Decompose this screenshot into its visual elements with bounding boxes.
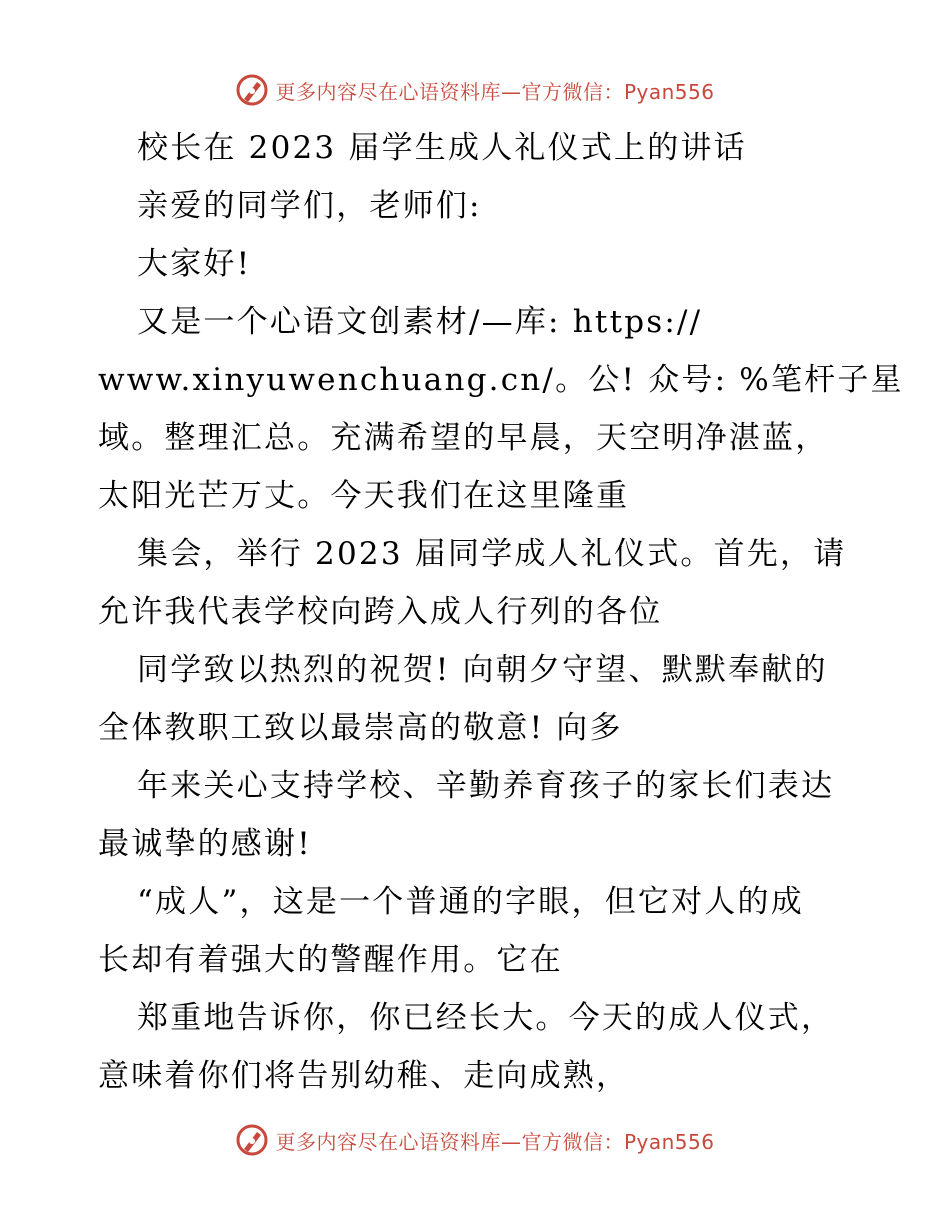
document-line: 意味着你们将告别幼稚、走向成熟， (98, 1058, 630, 1094)
document-line: www.xinyuwenchuang.cn/。公! 众号: %笔杆子星 (98, 362, 904, 398)
document-line: 长却有着强大的警醒作用。它在 (98, 942, 563, 978)
document-line: 亲爱的同学们，老师们: (137, 188, 482, 224)
document-line: 同学致以热烈的祝贺! 向朝夕守望、默默奉献的 (137, 652, 828, 688)
footer-banner (0, 1120, 950, 1160)
header-banner-text: 更多内容尽在心语资料库—官方微信：Pyan556 (275, 79, 715, 104)
document-title: 校长在 2023 届学生成人礼仪式上的讲话 (137, 130, 747, 166)
pen-logo-icon (235, 1123, 269, 1157)
document-line: 太阳光芒万丈。今天我们在这里隆重 (98, 478, 630, 514)
document-line: 年来关心支持学校、辛勤养育孩子的家长们表达 (137, 768, 835, 804)
document-line: 最诚挚的感谢! (98, 826, 312, 862)
footer-banner-text: 更多内容尽在心语资料库—官方微信：Pyan556 (275, 1129, 715, 1154)
document-line: 集会，举行 2023 届同学成人礼仪式。首先，请 (137, 536, 847, 572)
document-line: 全体教职工致以最崇高的敬意! 向多 (98, 710, 623, 746)
document-line: 又是一个心语文创素材/—库: https:// (137, 304, 703, 340)
document-line: 允许我代表学校向跨入成人行列的各位 (98, 594, 663, 630)
document-line: 域。整理汇总。充满希望的早晨，天空明净湛蓝， (98, 420, 829, 456)
document-line: 大家好! (137, 246, 252, 282)
header-banner (0, 70, 950, 110)
document-line: “成人”，这是一个普通的字眼，但它对人的成 (137, 884, 804, 920)
pen-logo-icon (235, 73, 269, 107)
document-line: 郑重地告诉你，你已经长大。今天的成人仪式， (137, 1000, 835, 1036)
